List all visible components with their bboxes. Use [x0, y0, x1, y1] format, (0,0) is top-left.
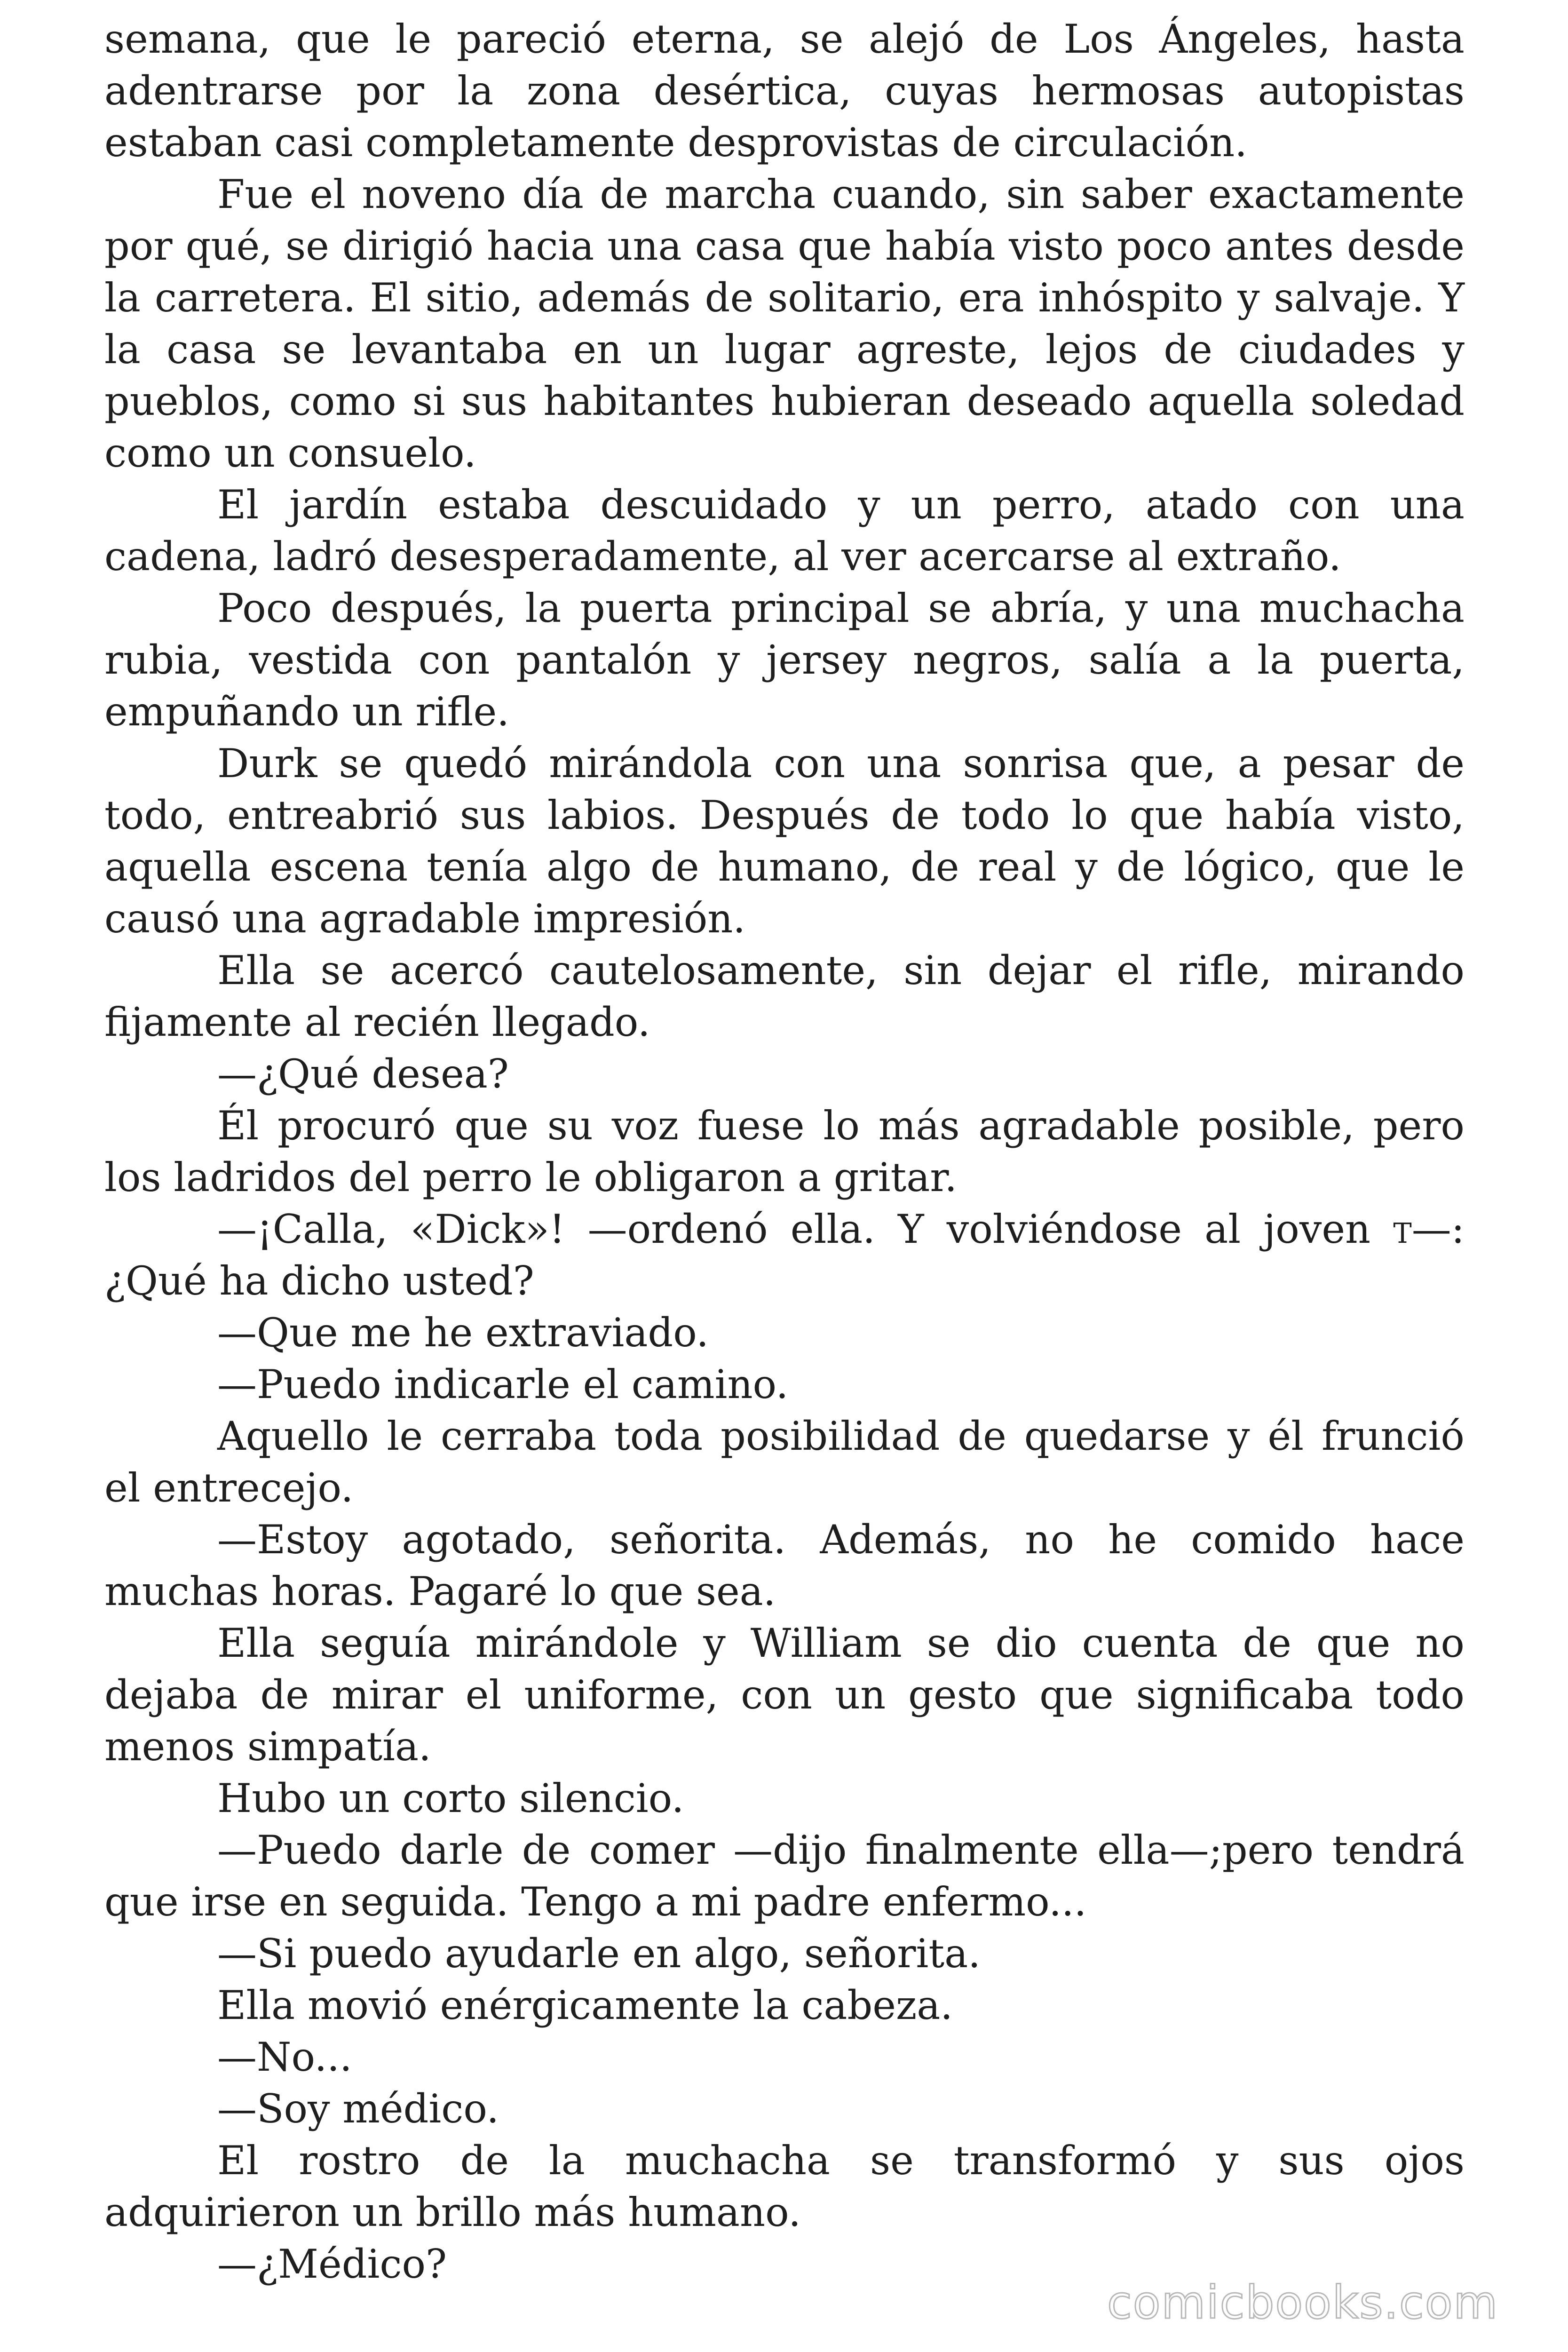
paragraph-1: semana, que le pareció eterna, se alejó de Los Ángeles, hasta adentrarse por la zona desértica, cuyas hermosas autopistas estaban casi completamente desprovistas de circulación. — [104, 16, 1465, 166]
paragraph-19: —No... — [217, 2034, 352, 2080]
paragraph-4: Poco después, la puerta principal se abría, y una muchacha rubia, vestida con pantalón y jersey negros, salía a la puerta, empuñando un rifle. — [104, 585, 1465, 735]
paragraph-10: —Que me he extraviado. — [217, 1310, 709, 1356]
paragraph-6: Ella se acercó cautelosamente, sin dejar el rifle, mirando fijamente al recién llegado. — [104, 947, 1465, 1045]
paragraph-21: El rostro de la muchacha se transformó y sus ojos adquirieron un brillo más humano. — [104, 2137, 1465, 2235]
paragraph-2: Fue el noveno día de marcha cuando, sin saber exactamente por qué, se dirigió hacia una casa que había visto poco antes desde la carretera. El sitio, además de solitario, era inhóspito y salvaje. Y la casa se levantaba en un lugar agreste, lejos de ciudades y pueblos, como si sus habitantes hubieran deseado aquella soledad como un consuelo. — [104, 171, 1465, 476]
paragraph-9-smallcaps: t — [1393, 1206, 1412, 1252]
paragraph-11: —Puedo indicarle el camino. — [217, 1361, 789, 1407]
paragraph-13: —Estoy agotado, señorita. Además, no he comido hace muchas horas. Pagaré lo que sea. — [104, 1517, 1465, 1614]
paragraph-15: Hubo un corto silencio. — [217, 1775, 684, 1821]
paragraph-3: El jardín estaba descuidado y un perro, atado con una cadena, ladró desesperadamente, al ver acercarse al extraño. — [104, 482, 1465, 580]
book-page — [104, 13, 1465, 2290]
watermark: comicbooks.com — [1107, 2276, 1498, 2329]
paragraph-20: —Soy médico. — [217, 2086, 499, 2132]
paragraph-14: Ella seguía mirándole y William se dio cuenta de que no dejaba de mirar el uniforme, con un gesto que significaba todo menos simpatía. — [104, 1620, 1465, 1770]
paragraph-17: —Si puedo ayudarle en algo, señorita. — [217, 1931, 981, 1977]
paragraph-5: Durk se quedó mirándola con una sonrisa que, a pesar de todo, entreabrió sus labios. Después de todo lo que había visto, aquella escena tenía algo de humano, de real y de lógico, que le causó una agradable impresión. — [104, 740, 1465, 942]
paragraph-9 — [104, 1203, 1465, 1307]
paragraph-9-end: —: ¿Qué ha dicho usted? — [104, 1206, 1465, 1304]
paragraph-8: Él procuró que su voz fuese lo más agradable posible, pero los ladridos del perro le obligaron a gritar. — [104, 1103, 1465, 1200]
paragraph-9-start: —¡Calla, «Dick»! —ordenó ella. Y volviéndose al joven — [217, 1206, 1394, 1252]
paragraph-7: —¿Qué desea? — [217, 1051, 509, 1097]
paragraph-22: —¿Médico? — [217, 2241, 447, 2287]
paragraph-18: Ella movió enérgicamente la cabeza. — [217, 1982, 953, 2028]
paragraph-12: Aquello le cerraba toda posibilidad de quedarse y él frunció el entrecejo. — [104, 1413, 1465, 1511]
paragraph-16: —Puedo darle de comer —dijo finalmente ella—;pero tendrá que irse en seguida. Tengo a mi padre enfermo... — [104, 1827, 1465, 1925]
